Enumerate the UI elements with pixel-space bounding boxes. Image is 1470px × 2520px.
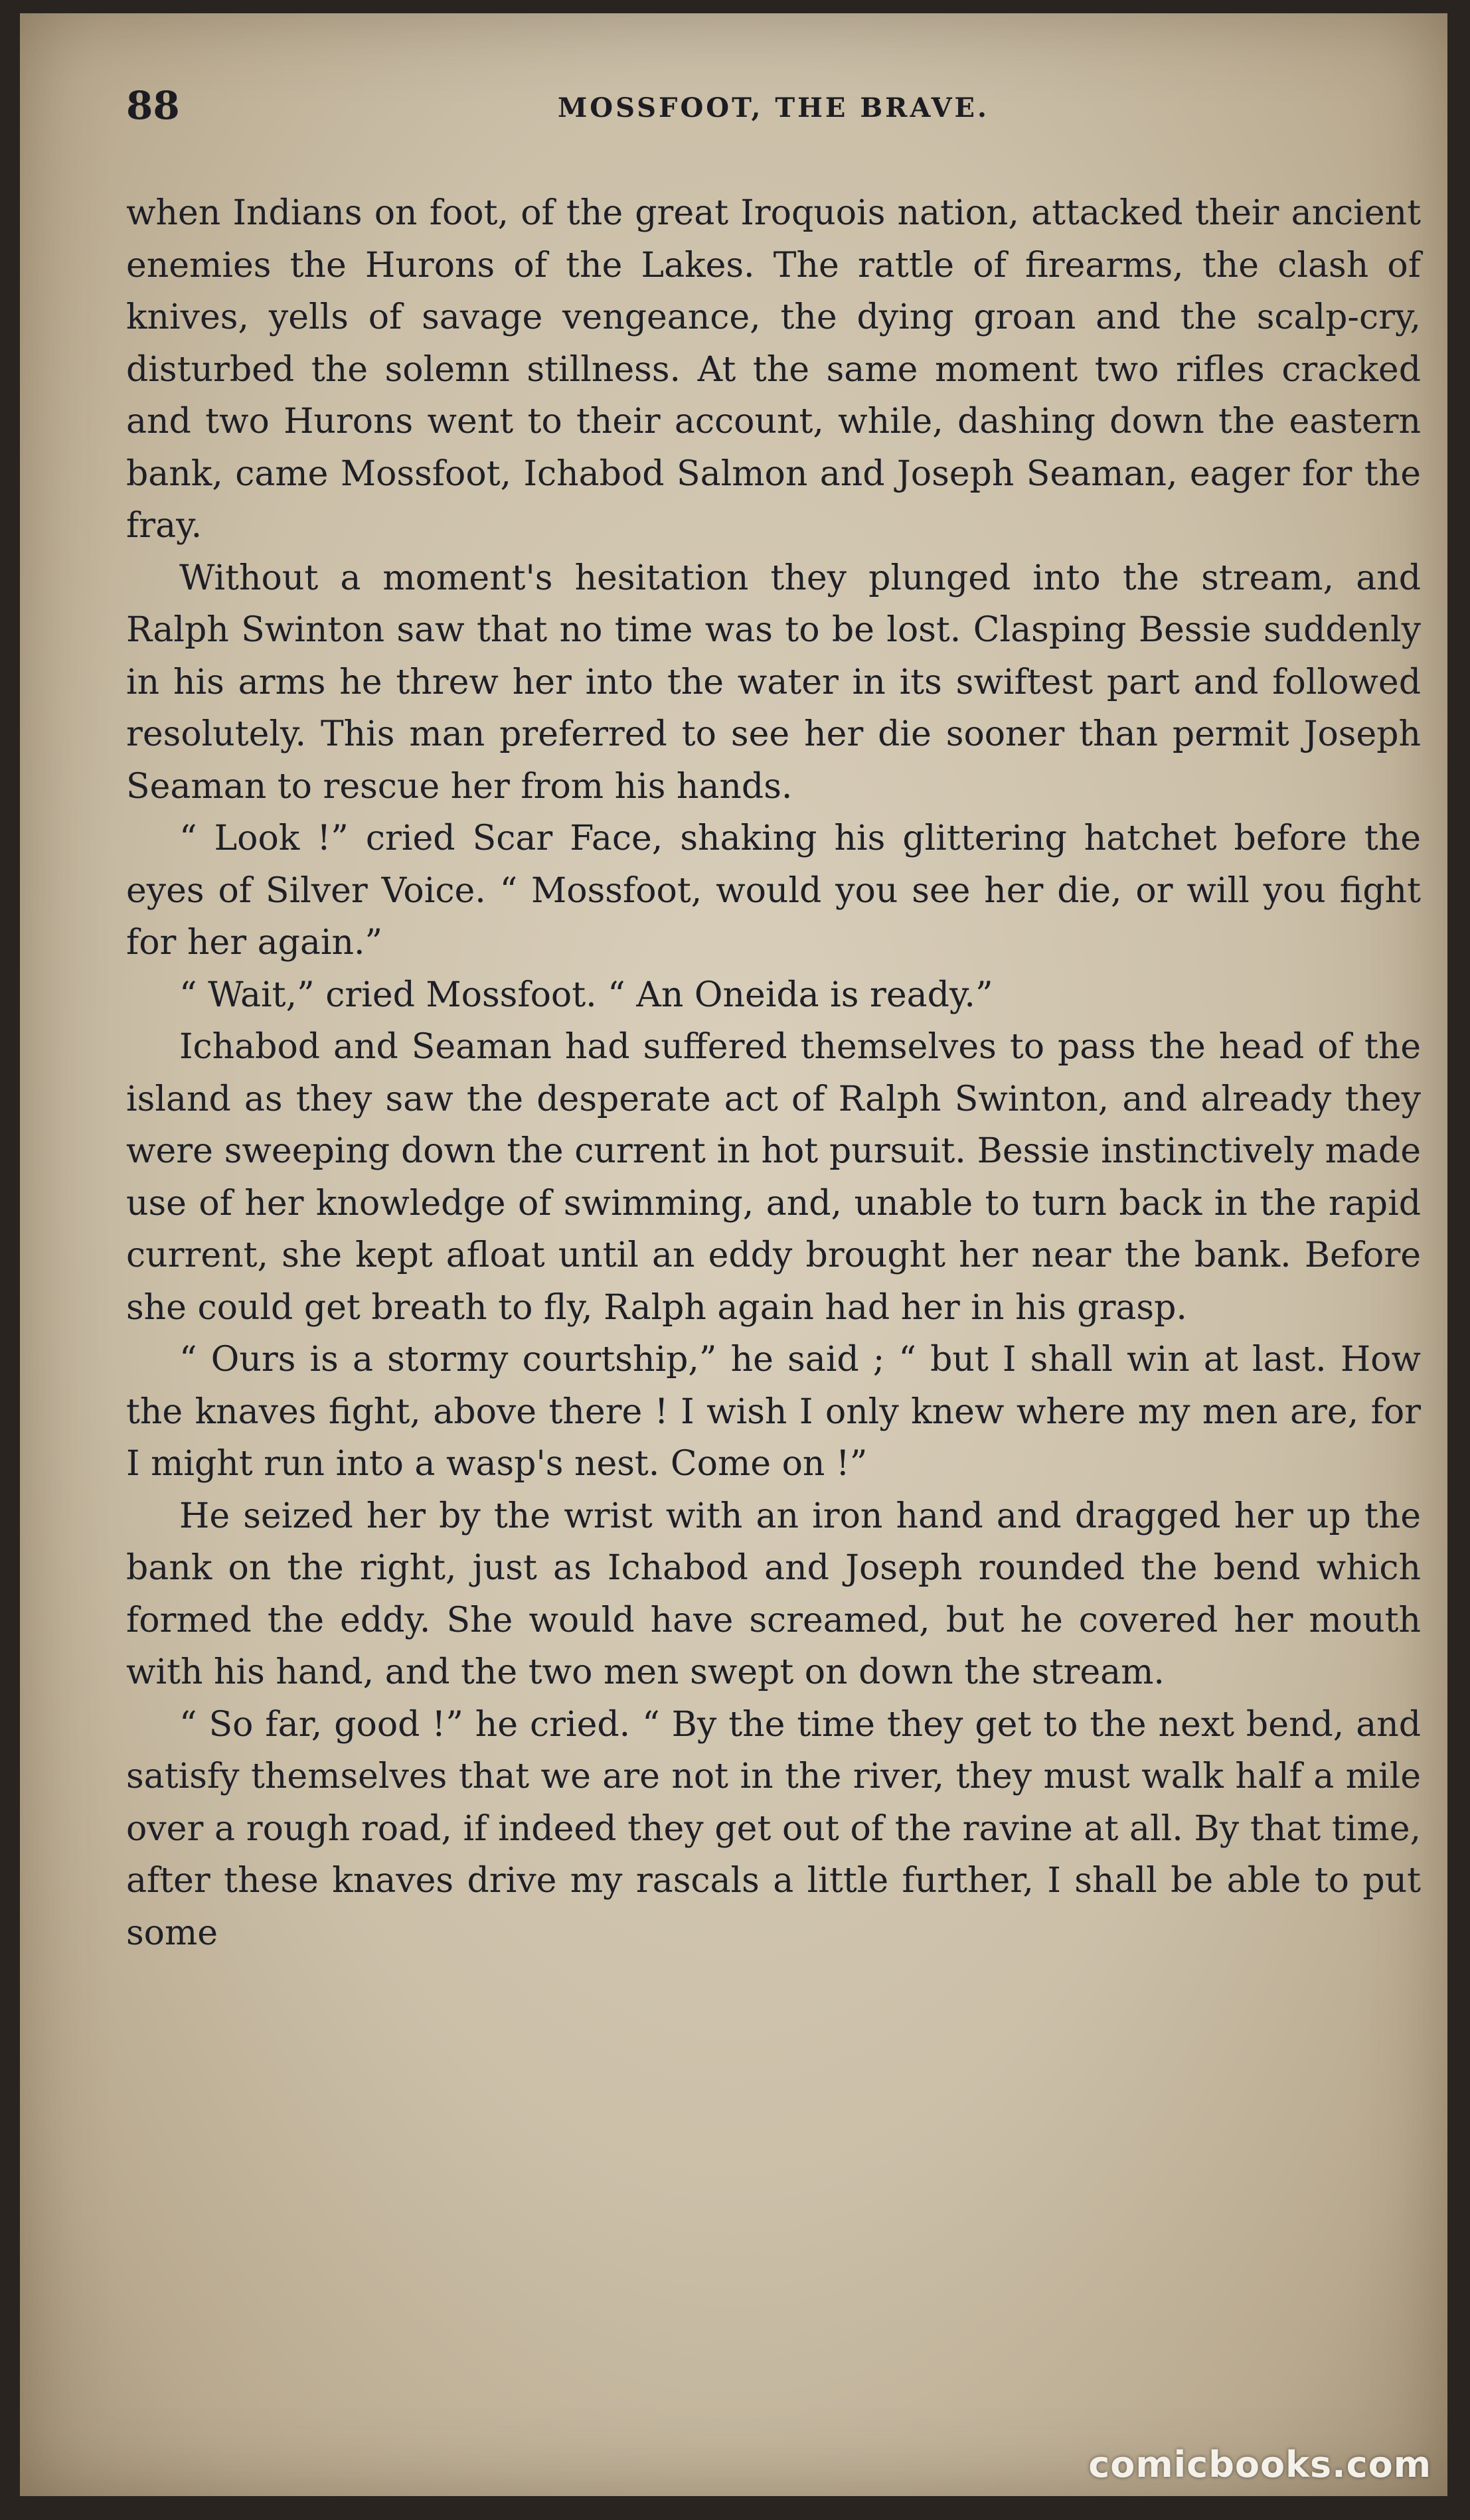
paragraph: Ichabod and Seaman had suffered themselves to pass the head of the island as they saw the desperate act of Ralph Swinton, and already they were sweeping down the current in hot pursuit. Bessie instinctively made use of her knowledge of swimming, and, unable to turn back in the rapid current, she kept afloat until an eddy brought her near the bank. Before she could get breath to fly, Ralph again had her in his grasp. xyxy=(126,1027,1421,1328)
book-page xyxy=(20,13,1447,2496)
running-title: MOSSFOOT, THE BRAVE. xyxy=(558,92,989,123)
paragraph: “ So far, good !” he cried. “ By the time they get to the next bend, and satisfy themselves that we are not in the river, they must walk half a mile over a rough road, if indeed they get out of the ravine at all. By that time, after these knaves drive my rascals a little further, I shall be able to put some xyxy=(126,1704,1421,1953)
page-number: 88 xyxy=(126,83,180,128)
paragraph: Without a moment's hesitation they plunged into the stream, and Ralph Swinton saw that no time was to be lost. Clasping Bessie suddenly in his arms he threw her into the water in its swiftest part and followed resolutely. This man preferred to see her die sooner than permit Joseph Seaman to rescue her from his hands. xyxy=(126,558,1421,807)
paragraph: “ Ours is a stormy courtship,” he said ; “ but I shall win at last. How the knaves fight, above there ! I wish I only knew where my men are, for I might run into a wasp's nest. Come on !” xyxy=(126,1340,1421,1484)
paragraph: “ Wait,” cried Mossfoot. “ An Oneida is ready.” xyxy=(179,975,993,1015)
paragraph: He seized her by the wrist with an iron hand and dragged her up the bank on the right, just as Ichabod and Joseph rounded the bend which formed the eddy. She would have screamed, but he covered her mouth with his hand, and the two men swept on down the stream. xyxy=(126,1496,1421,1692)
paragraph: “ Look !” cried Scar Face, shaking his glittering hatchet before the eyes of Silver Voice. “ Mossfoot, would you see her die, or will you fight for her again.” xyxy=(126,819,1421,963)
paragraph: when Indians on foot, of the great Iroquois nation, attacked their ancient enemies the Hurons of the Lakes. The rattle of firearms, the clash of knives, yells of savage vengeance, the dying groan and the scalp-cry, disturbed the solemn stillness. At the same moment two rifles cracked and two Hurons went to their account, while, dashing down the eastern bank, came Mossfoot, Ichabod Salmon and Joseph Seaman, eager for the fray. xyxy=(126,193,1421,546)
body-text xyxy=(126,187,1421,1959)
watermark: comicbooks.com xyxy=(1088,2444,1431,2485)
running-head xyxy=(126,83,1421,136)
